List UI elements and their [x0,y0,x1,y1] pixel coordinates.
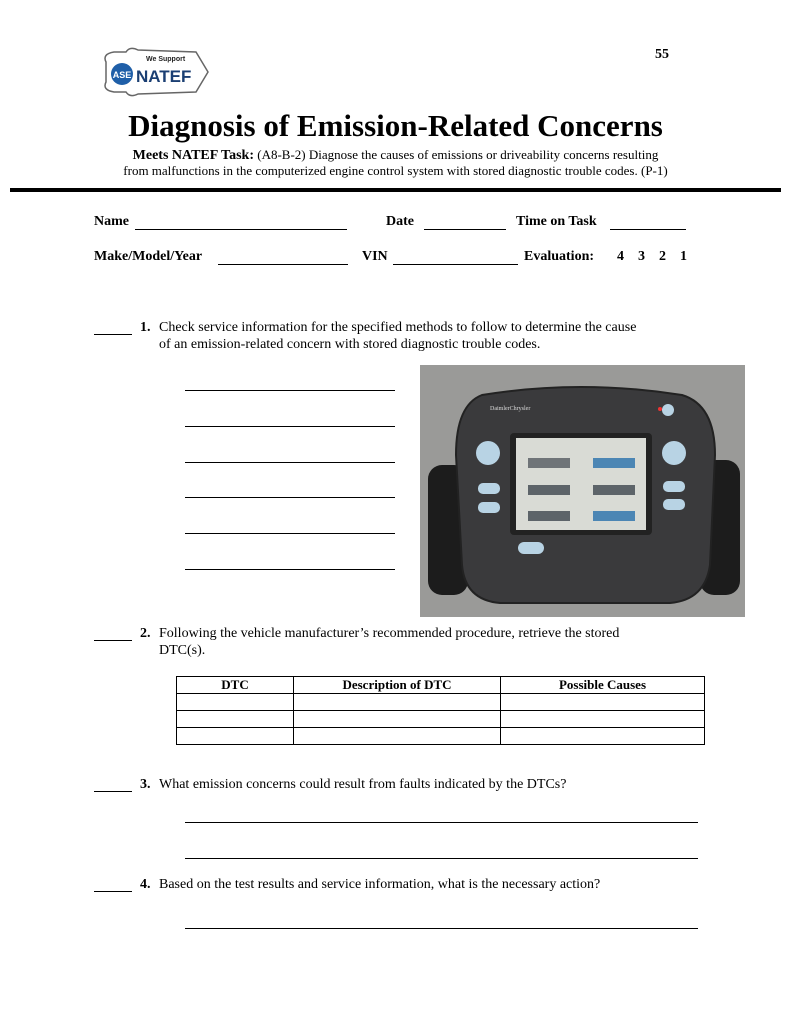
svg-text:We Support: We Support [146,56,186,63]
q4-check-blank[interactable] [94,891,132,892]
q1-check-blank[interactable] [94,334,132,335]
table-cell[interactable] [501,728,705,745]
answer-line[interactable] [185,390,395,391]
time-on-task-label: Time on Task [516,214,597,229]
svg-text:NATEF: NATEF [136,67,192,86]
answer-line[interactable] [185,497,395,498]
answer-line[interactable] [185,426,395,427]
vin-label: VIN [362,249,388,264]
score-3[interactable]: 3 [638,249,645,264]
q4-number: 4. [140,877,151,892]
answer-line[interactable] [185,858,698,859]
natef-logo [96,44,216,100]
table-row [177,728,705,745]
task-label: Meets NATEF Task: [132,148,254,163]
table-row [177,694,705,711]
make-model-year-field[interactable] [218,264,348,265]
vin-field[interactable] [393,264,518,265]
q2-text-2: DTC(s). [159,643,206,658]
dtc-table [176,676,705,745]
date-field[interactable] [424,229,506,230]
name-label: Name [94,214,129,229]
table-header-row [177,677,705,694]
q2-number: 2. [140,626,151,641]
header-possible-causes: Possible Causes [501,677,705,694]
date-label: Date [386,214,414,229]
task-line-1 [0,147,791,164]
page-number: 55 [655,47,669,62]
answer-line[interactable] [185,822,698,823]
table-row [177,711,705,728]
table-cell[interactable] [177,711,294,728]
answer-line[interactable] [185,533,395,534]
table-cell[interactable] [294,728,501,745]
score-1[interactable]: 1 [680,249,687,264]
q3-number: 3. [140,777,151,792]
svg-text:ASE: ASE [112,70,132,80]
header-description: Description of DTC [294,677,501,694]
score-2[interactable]: 2 [659,249,666,264]
scan-tool-photo [420,365,745,617]
q1-text-1: Check service information for the specified methods to follow to determine the cause [159,320,637,335]
q4-text: Based on the test results and service information, what is the necessary action? [159,877,601,892]
table-cell[interactable] [294,694,501,711]
table-cell[interactable] [177,694,294,711]
q3-check-blank[interactable] [94,791,132,792]
page-title: Diagnosis of Emission-Related Concerns [128,108,663,143]
table-cell[interactable] [501,694,705,711]
q2-check-blank[interactable] [94,640,132,641]
q1-text-2: of an emission-related concern with stored diagnostic trouble codes. [159,337,541,352]
answer-line[interactable] [185,928,698,929]
header-dtc: DTC [177,677,294,694]
evaluation-label: Evaluation: [524,249,595,264]
table-cell[interactable] [294,711,501,728]
table-cell[interactable] [177,728,294,745]
header-divider [10,188,781,192]
evaluation-scores[interactable] [617,249,687,265]
task-line-2: from malfunctions in the computerized engine control system with stored diagnostic trouble codes. (P-1) [123,163,668,178]
q1-number: 1. [140,320,151,335]
time-on-task-field[interactable] [610,229,686,230]
name-field[interactable] [135,229,347,230]
table-cell[interactable] [501,711,705,728]
make-model-year-label: Make/Model/Year [94,249,203,264]
score-4[interactable]: 4 [617,249,624,264]
q3-text: What emission concerns could result from faults indicated by the DTCs? [159,777,567,792]
answer-line[interactable] [185,569,395,570]
task-text-1: (A8-B-2) Diagnose the causes of emissions or driveability concerns resulting [257,147,659,162]
q2-text-1: Following the vehicle manufacturer’s recommended procedure, retrieve the stored [159,626,620,641]
device-brand: DaimlerChrysler [490,406,531,412]
answer-line[interactable] [185,462,395,463]
